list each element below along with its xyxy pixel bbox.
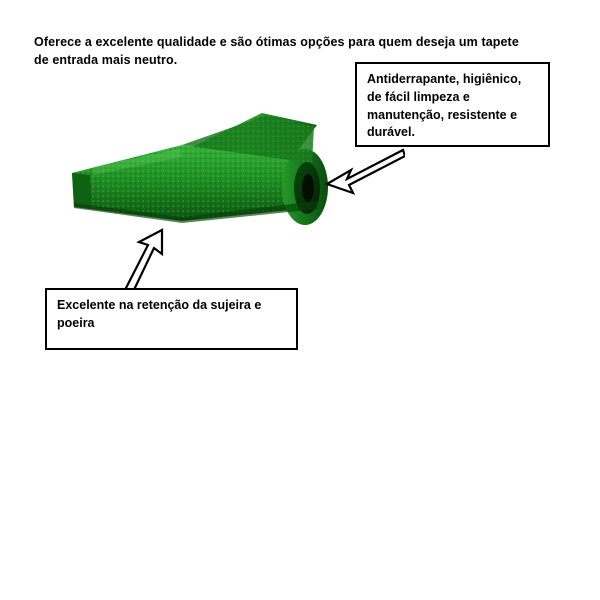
arrow-to-product-upper-icon bbox=[325, 140, 405, 200]
callout-features bbox=[355, 62, 550, 147]
callout-features-text: Antiderrapante, higiênico, de fácil limpeza e manutenção, resistente e durável. bbox=[367, 72, 522, 140]
callout-retention bbox=[45, 288, 298, 350]
callout-retention-text: Excelente na retenção da sujeira e poeira bbox=[57, 298, 262, 330]
intro-paragraph: Oferece a excelente qualidade e são ótimas opções para quem deseja um tapete de entrada mais neutro. bbox=[34, 34, 519, 67]
green-mat-roll-illustration bbox=[62, 95, 332, 235]
product-image bbox=[62, 95, 332, 235]
